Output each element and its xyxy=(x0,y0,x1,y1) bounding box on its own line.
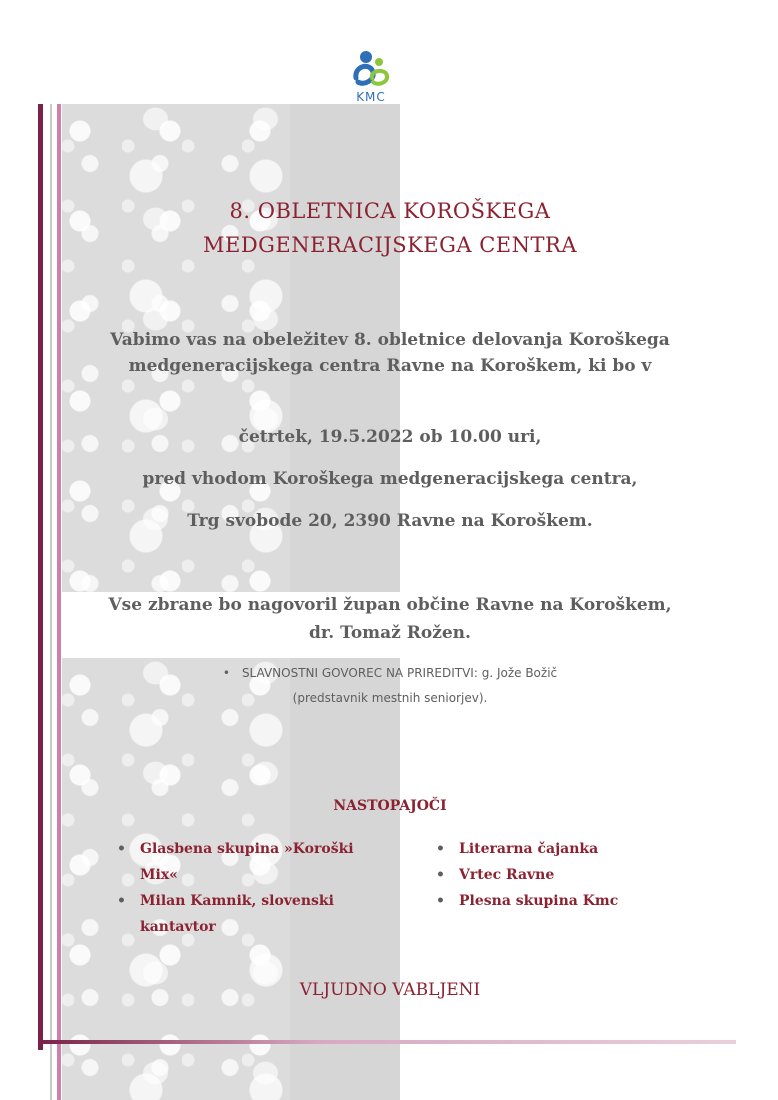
kmc-logo xyxy=(346,48,396,108)
title-line-1: 8. OBLETNICA KOROŠKEGA xyxy=(229,199,551,223)
decorative-bar-dark xyxy=(38,104,43,1050)
event-address: Trg svobode 20, 2390 Ravne na Koroškem. xyxy=(187,511,593,531)
performers-list-left xyxy=(117,836,357,940)
bullet-icon: • xyxy=(222,666,230,680)
keynote-speaker xyxy=(160,661,620,711)
speaker-line-1: SLAVNOSTNI GOVOREC NA PRIREDITVI: g. Jože Božič xyxy=(241,666,558,680)
mayor-address: Vse zbrane bo nagovoril župan občine Ravne na Koroškem, dr. Tomaž Rožen. xyxy=(108,595,672,643)
performer-item: • Literarna čajanka xyxy=(436,836,676,862)
performer-item: • Milan Kamnik, slovenski kantavtor xyxy=(117,888,357,940)
page-title xyxy=(100,194,680,262)
decorative-bar-thin xyxy=(50,104,52,1100)
performers-list-right xyxy=(436,836,676,914)
performer-item: • Plesna skupina Kmc xyxy=(436,888,676,914)
event-place: pred vhodom Koroškega medgeneracijskega centra, xyxy=(142,469,638,489)
decorative-bar-pink xyxy=(57,104,61,1100)
title-line-2: MEDGENERACIJSKEGA CENTRA xyxy=(202,233,577,257)
event-date: četrtek, 19.5.2022 ob 10.00 uri, xyxy=(238,427,542,447)
speaker-line-2: (predstavnik mestnih seniorjev). xyxy=(292,691,488,705)
performer-item: • Glasbena skupina »Koroški Mix« xyxy=(117,836,357,888)
kmc-logo-icon xyxy=(346,48,396,92)
decorative-bottom-line xyxy=(38,1040,736,1044)
logo-text: KMC xyxy=(356,90,386,104)
performer-item: • Vrtec Ravne xyxy=(436,862,676,888)
closing-text: VLJUDNO VABLJENI xyxy=(299,980,481,1000)
invitation-intro: Vabimo vas na obeležitev 8. obletnice delovanja Koroškega medgeneracijskega centra Ravne na Koroškem, ki bo v xyxy=(110,330,670,376)
performers-heading: NASTOPAJOČI xyxy=(333,798,447,814)
